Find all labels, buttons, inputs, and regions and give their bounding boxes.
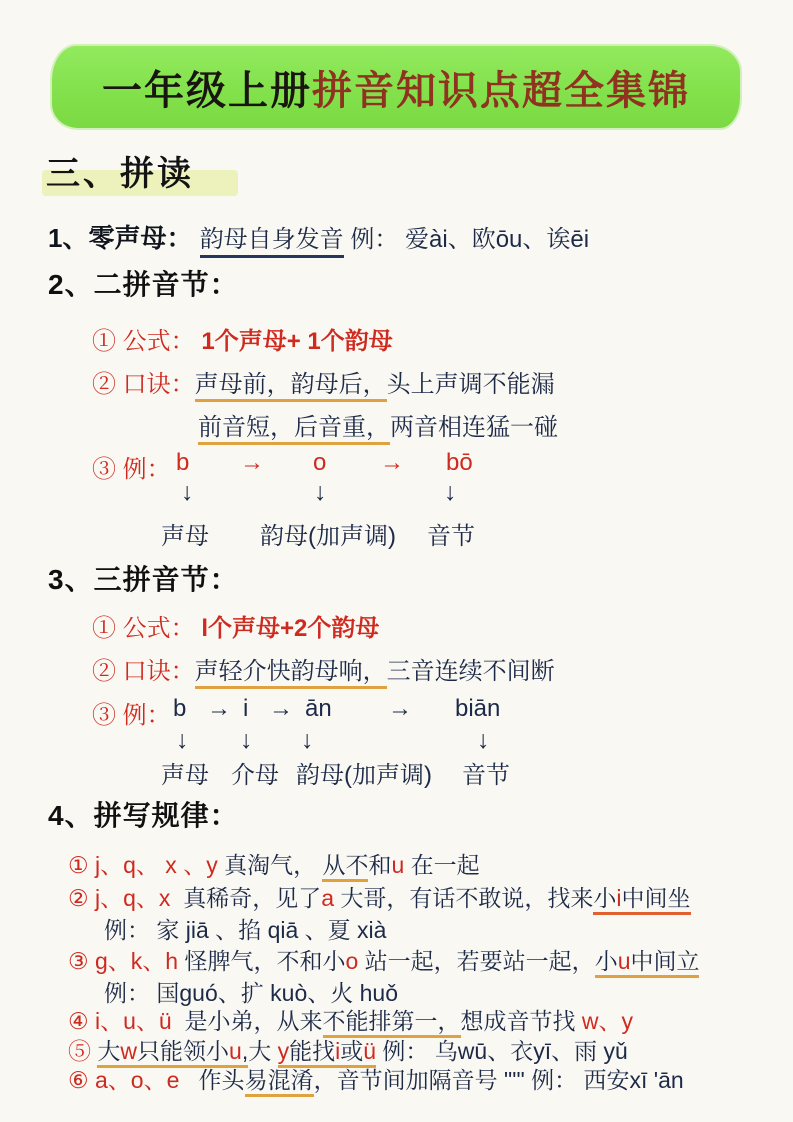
- title-grade-part: 一年级上册: [102, 68, 312, 113]
- right-arrow-icon: →: [388, 695, 412, 722]
- title-topic-part: 拼音知识点超全集锦: [312, 68, 690, 113]
- rule-line-3: [68, 943, 699, 976]
- text-segment: 公式：: [122, 615, 202, 642]
- text-segment: 小: [593, 885, 616, 915]
- text-segment: 或: [340, 1038, 363, 1068]
- text-segment: i、u、ü: [95, 1008, 179, 1034]
- text-segment: 例： 家 jiā 、掐 qiā 、夏 xià: [104, 917, 387, 943]
- down-arrow-icon: ↓: [314, 478, 327, 506]
- s2-example-label: ③ 例：: [92, 456, 171, 483]
- text-segment: 三音连续不间断: [386, 658, 555, 685]
- text-segment: 从不: [322, 852, 368, 882]
- s2-initial: b: [176, 449, 190, 476]
- text-segment: 能找: [289, 1038, 335, 1068]
- text-segment: ⑥: [68, 1067, 96, 1093]
- text-segment: ②: [68, 885, 96, 911]
- text-segment: 口诀：: [122, 371, 195, 398]
- s3-label-medial: 介母: [231, 762, 279, 789]
- rule-line-6: [68, 1062, 684, 1095]
- s2-koujue-line2: [198, 407, 558, 442]
- s3-medial: i: [243, 695, 249, 722]
- text-segment: j、q、 x 、y: [95, 852, 225, 878]
- down-arrow-icon: ↓: [477, 726, 490, 754]
- text-segment: 例： 乌wū、衣yī、雨 yǔ: [376, 1038, 628, 1064]
- down-arrow-icon: ↓: [301, 726, 314, 754]
- right-arrow-icon: →: [269, 695, 293, 722]
- text-segment: 在一起: [404, 852, 480, 878]
- section-heading-wrap: [46, 146, 194, 195]
- text-segment: ü: [363, 1038, 376, 1068]
- text-segment: 韵母自身发音: [200, 226, 344, 258]
- text-segment: a: [321, 885, 334, 911]
- text-segment: 只能领小: [137, 1038, 229, 1068]
- text-segment: 前音短，后音重，: [198, 414, 390, 445]
- s2-label-initial: 声母: [161, 523, 209, 550]
- text-segment: 小: [595, 948, 618, 978]
- text-segment: u: [391, 852, 405, 878]
- text-segment: ①: [92, 615, 123, 642]
- text-segment: 中间立: [630, 948, 699, 978]
- s3-koujue-line: [92, 651, 555, 686]
- text-segment: 声母前，韵母后，: [195, 371, 387, 402]
- s3-label-initial: 声母: [161, 762, 209, 789]
- text-segment: ,: [242, 1038, 248, 1068]
- text-segment: 大: [248, 1038, 278, 1064]
- right-arrow-icon: →: [240, 449, 264, 476]
- rule-line-4: [68, 1003, 633, 1036]
- down-arrow-icon: ↓: [240, 726, 253, 754]
- text-segment: ②: [92, 371, 123, 398]
- text-segment: 口诀：: [122, 658, 195, 685]
- text-segment: ①: [68, 852, 96, 878]
- s3-final: ān: [305, 695, 332, 722]
- text-segment: ③: [68, 948, 96, 974]
- down-arrow-icon: ↓: [444, 478, 457, 506]
- text-segment: 大哥，有话不敢说，找来: [334, 885, 594, 911]
- text-segment: 声轻介快韵母响，: [195, 658, 387, 689]
- text-segment: 大: [97, 1038, 120, 1068]
- text-segment: 作头: [185, 1067, 245, 1093]
- s3-formula-line: [92, 608, 379, 643]
- text-segment: i: [335, 1038, 340, 1068]
- text-segment: ⑤: [68, 1038, 98, 1064]
- text-segment: y: [278, 1038, 290, 1068]
- text-segment: 两音相连猛一碰: [390, 414, 558, 441]
- rule-line-1: [68, 847, 480, 880]
- text-segment: 是小弟，从来: [178, 1008, 323, 1034]
- right-arrow-icon: →: [207, 695, 231, 722]
- text-segment: 不能排第一，: [323, 1008, 461, 1038]
- title-highlight-bar: [52, 46, 740, 128]
- text-segment: 1、零声母：: [48, 223, 200, 253]
- text-segment: 真稀奇，见了: [176, 885, 322, 911]
- heading-two-pin: 2、二拼音节：: [48, 269, 239, 300]
- s2-formula-line: [92, 321, 393, 356]
- section-heading: 三、拼读: [46, 155, 194, 193]
- text-segment: ①: [92, 328, 123, 355]
- text-segment: 头上声调不能漏: [386, 371, 555, 398]
- text-segment: ，音节间加隔音号 "'" 例： 西安xī 'ān: [313, 1067, 684, 1093]
- text-segment: ④: [68, 1008, 96, 1034]
- rule-line-2-example: [104, 912, 386, 945]
- right-arrow-icon: →: [380, 449, 404, 476]
- text-segment: ②: [92, 658, 123, 685]
- text-segment: 怪脾气，不和小: [184, 948, 346, 974]
- s3-label-final: 韵母(加声调): [296, 762, 432, 789]
- text-segment: u: [618, 948, 631, 978]
- heading-three-pin: 3、三拼音节：: [48, 564, 239, 595]
- heading-spelling-rules: 4、拼写规律：: [48, 800, 239, 831]
- text-segment: 1个声母+ 1个韵母: [201, 328, 393, 355]
- text-segment: 想成音节找: [460, 1008, 582, 1034]
- s2-label-syllable: 音节: [427, 523, 475, 550]
- text-segment: 真淘气，: [224, 852, 323, 878]
- text-segment: 例： 爱ài、欧ōu、诶ēi: [343, 226, 590, 253]
- text-segment: g、k、h: [95, 948, 185, 974]
- text-segment: 公式：: [122, 328, 202, 355]
- text-segment: 易混淆: [245, 1067, 314, 1097]
- text-segment: 和: [368, 852, 392, 878]
- text-segment: 例： 国guó、扩 kuò、火 huǒ: [104, 980, 399, 1006]
- text-segment: o: [345, 948, 359, 974]
- s2-syllable: bō: [446, 449, 473, 476]
- s3-example-label: ③ 例：: [92, 702, 171, 729]
- text-segment: 中间坐: [622, 885, 691, 915]
- page-title: [102, 59, 690, 116]
- text-segment: w、y: [581, 1008, 634, 1034]
- text-segment: j、q、x: [95, 885, 177, 911]
- rule-line-2: [68, 880, 691, 913]
- down-arrow-icon: ↓: [181, 478, 194, 506]
- down-arrow-icon: ↓: [176, 726, 189, 754]
- text-segment: w: [120, 1038, 137, 1068]
- text-segment: u: [229, 1038, 242, 1068]
- s2-koujue-line: [92, 364, 555, 399]
- zero-initial-line: [48, 218, 589, 255]
- s3-syllable: biān: [455, 695, 501, 722]
- s2-final: o: [313, 449, 327, 476]
- text-segment: l个声母+2个韵母: [201, 615, 380, 642]
- text-segment: a、o、e: [95, 1067, 186, 1093]
- s3-initial: b: [173, 695, 187, 722]
- s2-label-final: 韵母(加声调): [260, 523, 396, 550]
- text-segment: 站一起，若要站一起，: [358, 948, 595, 974]
- s3-label-syllable: 音节: [462, 762, 510, 789]
- text-segment: i: [616, 885, 621, 915]
